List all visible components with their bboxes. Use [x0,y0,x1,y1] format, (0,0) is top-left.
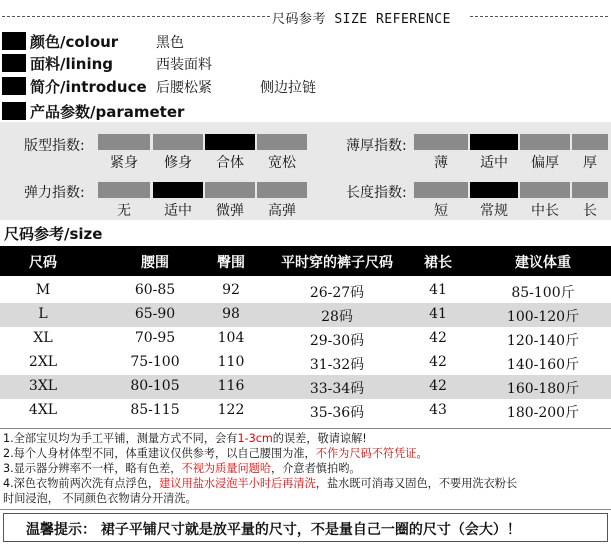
cell-hip: 104 [217,330,245,346]
label-marker [2,54,26,72]
note-text: ，盐水既可消毒又固色，不要用洗衣粉长 [315,477,518,490]
fit-option-label: 合体 [216,155,244,171]
note-4-continued: 时间浸泡， 不同颜色衣物请分开清洗。 [3,492,197,505]
cell-hip: 122 [217,402,245,418]
thickness-option-bar [572,134,608,171]
elasticity-option-label: 适中 [164,203,192,219]
notes-panel [0,428,611,510]
label-marker [2,32,26,50]
note-highlight: 不视为质量问题哈 [181,462,272,475]
note-2 [3,447,428,460]
note-highlight: 1-3cm [237,432,273,445]
thickness-option-label: 适中 [480,155,508,171]
cell-usual-size: 33-34码 [309,381,365,397]
table-row [0,399,611,423]
cell-hip: 110 [217,354,245,370]
table-header-skirt-length: 裙长 [424,255,452,271]
cell-waist: 75-100 [130,354,180,370]
elasticity-option-bar [98,182,150,219]
cell-hip: 98 [222,306,240,322]
cell-hip: 116 [217,378,245,394]
note-1 [3,432,367,445]
elasticity-option-bar [257,182,307,219]
info-label: 产品参数/parameter [30,103,185,121]
tip-box [3,513,608,542]
table-row [0,327,611,351]
thickness-option-label: 薄 [434,155,448,171]
fit-option-bar [98,134,150,171]
length-option-label: 长 [583,203,597,219]
table-row [0,303,611,327]
table-header-waist: 腰围 [141,255,169,271]
cell-waist: 70-95 [134,330,176,346]
elasticity-option-label: 无 [117,203,131,219]
thickness-option-label: 厚 [583,155,597,171]
cell-size: M [35,282,51,298]
cell-weight: 85-100斤 [511,285,575,301]
note-text: 1.全部宝贝均为手工平铺，测量方式不同，会有 [3,432,238,445]
cell-size: XL [33,330,53,346]
table-header-usual-size: 平时穿的裤子尺码 [281,255,393,271]
elasticity-option-bar [205,182,255,219]
cell-skirt-length: 41 [429,282,447,298]
cell-waist: 85-115 [130,402,180,418]
info-row-introduce [0,75,611,97]
cell-usual-size: 35-36码 [309,405,365,421]
fit-option-bar [153,134,203,171]
param-label-elasticity: 弹力指数: [24,185,85,201]
label-marker [2,77,26,95]
length-option-label: 常规 [480,203,508,219]
info-value-2: 侧边拉链 [260,80,316,96]
table-header-hip: 臀围 [217,255,245,271]
note-text: 2.每个人身材体型不同，体重建议仅供参考，以自己腰围为准， [3,447,316,460]
note-text: 4.深色衣物前两次洗有点浮色， [3,477,160,490]
thickness-option-label: 偏厚 [531,155,559,171]
cell-weight: 160-180斤 [506,381,580,397]
fit-option-label: 修身 [164,155,192,171]
table-row [0,351,611,375]
table-header-weight: 建议体重 [515,255,571,271]
elasticity-option-label: 高弹 [268,203,296,219]
tip-text: 温馨提示： 裙子平铺尺寸就是放平量的尺寸，不是量自己一圈的尺寸（会大）！ [26,522,521,538]
note-text: ，介意者慎拍哟。 [271,462,361,475]
cell-weight: 120-140斤 [506,333,580,349]
fit-option-label: 紧身 [110,155,138,171]
cell-skirt-length: 42 [429,330,447,346]
info-row-lining [0,52,611,74]
elasticity-option-label: 微弹 [216,203,244,219]
cell-size: 4XL [28,402,58,418]
info-label: 颜色/colour [30,33,119,51]
info-value: 黑色 [156,35,184,51]
cell-usual-size: 28码 [321,309,353,325]
cell-usual-size: 31-32码 [309,357,365,373]
header-title: 尺码参考 SIZE REFERENCE [272,12,451,27]
size-reference-header [0,6,611,26]
cell-skirt-length: 42 [429,378,447,394]
fit-option-bar [257,134,307,171]
length-option-bar [414,182,468,219]
note-4 [3,477,517,490]
thickness-option-bar [414,134,468,171]
cell-skirt-length: 41 [429,306,447,322]
label-marker [2,102,26,120]
cell-waist: 65-90 [134,306,176,322]
cell-skirt-length: 42 [429,354,447,370]
length-option-bar-selected [470,182,518,219]
length-option-label: 短 [434,203,448,219]
cell-size: 2XL [28,354,58,370]
cell-weight: 100-120斤 [506,309,580,325]
note-text: 3.显示器分辨率不一样，略有色差， [3,462,182,475]
info-row-colour [0,30,611,52]
table-header-row [0,246,611,276]
cell-skirt-length: 43 [429,402,447,418]
thickness-option-bar-selected [470,134,518,171]
header-divider-right [470,16,608,17]
cell-weight: 140-160斤 [506,357,580,373]
cell-waist: 60-85 [134,282,176,298]
cell-weight: 180-200斤 [506,405,580,421]
info-value: 后腰松紧 [156,80,212,96]
note-text: 的误差，敬请谅解! [272,432,367,445]
fit-option-label: 宽松 [268,155,296,171]
length-option-bar [520,182,570,219]
param-label-length: 长度指数: [346,185,407,201]
note-highlight: 不作为尺码不符凭证 [315,447,417,460]
param-label-fit: 版型指数: [24,138,85,154]
cell-usual-size: 26-27码 [309,285,365,301]
header-divider-left [2,16,270,17]
length-option-bar [572,182,608,219]
cell-waist: 80-105 [130,378,180,394]
cell-hip: 92 [222,282,240,298]
note-text: 。 [416,447,428,460]
length-option-label: 中长 [531,203,559,219]
cell-size: 3XL [28,378,58,394]
cell-size: L [38,306,48,322]
elasticity-option-bar-selected [153,182,203,219]
thickness-option-bar [520,134,570,171]
info-label: 面料/lining [30,55,113,73]
table-row [0,375,611,399]
fit-option-bar-selected [205,134,255,171]
info-row-parameter [0,100,611,122]
info-label: 简介/introduce [30,78,147,96]
param-label-thickness: 薄厚指数: [346,138,407,154]
info-value: 西装面料 [156,57,212,73]
table-row [0,279,611,303]
note-highlight: 建议用盐水浸泡半小时后再清洗 [159,477,316,490]
size-section-heading: 尺码参考/size [4,225,103,243]
table-header-size: 尺码 [29,255,57,271]
parameter-panel [0,122,611,220]
note-3 [3,462,361,475]
cell-usual-size: 29-30码 [309,333,365,349]
